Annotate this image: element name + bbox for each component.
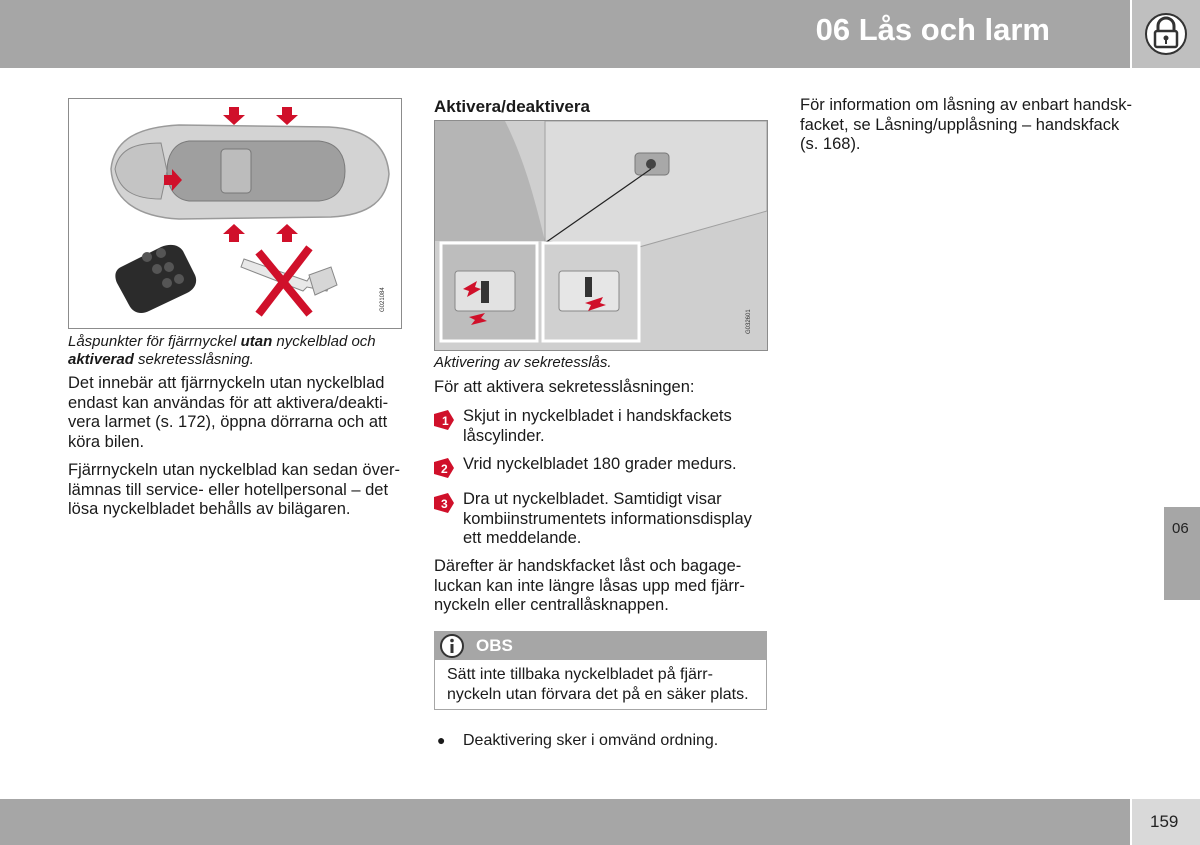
- red-arrow-icon: [223, 224, 245, 242]
- footer-bar: [0, 799, 1130, 845]
- chapter-side-tab: [1164, 507, 1200, 600]
- caption-part: nyckelblad och: [272, 333, 376, 350]
- section-heading: Aktivera/deaktivera: [434, 97, 590, 116]
- red-arrow-icon: [276, 107, 298, 125]
- red-arrow-icon: [223, 107, 245, 125]
- obs-note-header: [435, 632, 766, 660]
- steps-intro: För att aktivera sekretesslåsningen:: [434, 378, 695, 396]
- chapter-title: 06 Lås och larm: [815, 12, 1050, 47]
- page-number: 159: [1150, 812, 1179, 831]
- red-arrow-icon: [276, 224, 298, 242]
- lock-cylinder-icon: [646, 159, 656, 169]
- caption-part: sekretesslåsning.: [133, 351, 254, 368]
- figure-caption: Aktivering av sekretesslås.: [434, 354, 612, 371]
- glovebox-illustration: [435, 121, 767, 350]
- figure-code: G021084: [380, 287, 386, 312]
- bullet-text: Deaktivering sker i omvänd ordning.: [463, 732, 719, 749]
- glovebox-lock-figure: [434, 120, 768, 351]
- figure-code: G032601: [746, 309, 752, 334]
- step-1-badge-icon: [434, 410, 454, 430]
- cross-reference-paragraph: För information om låsning av enbart handsk- facket, se Låsning/upplåsning – handskfack (s. 168).: [800, 96, 1132, 153]
- figure-caption: [68, 333, 408, 369]
- bullet-dot-icon: ●: [437, 732, 446, 748]
- caption-part: Låspunkter för fjärrnyckel: [68, 333, 241, 350]
- caption-part-bold: aktiverad: [68, 351, 134, 368]
- step-text: Dra ut nyckelbladet. Samtidigt visar kombiinstrumentets informationsdisplay ett meddelande.: [463, 490, 752, 547]
- car-lock-points-figure: [68, 98, 402, 329]
- body-paragraph: Det innebär att fjärrnyckeln utan nyckelblad endast kan användas för att aktivera/deakti- vera larmet (s. 172), öppna dörrarna och att köra bilen.: [68, 374, 389, 451]
- info-icon: [439, 633, 465, 659]
- step-2-badge-icon: [434, 458, 454, 478]
- body-paragraph: Därefter är handskfacket låst och bagage- luckan kan inte längre låsas upp med fjärr- nyckeln eller centrallåsknappen.: [434, 557, 745, 614]
- body-paragraph: Fjärrnyckeln utan nyckelblad kan sedan över- lämnas till service- eller hotellpersonal – det lösa nyckelbladet behålls av bilägaren.: [68, 461, 401, 518]
- obs-note-box: [434, 631, 767, 710]
- svg-text:1: 1: [442, 414, 449, 428]
- side-tab-label: 06: [1172, 520, 1189, 537]
- chapter-icon-box: [1132, 0, 1200, 68]
- obs-note-text: Sätt inte tillbaka nyckelbladet på fjärr- nyckeln utan förvara det på en säker plats.: [447, 666, 749, 703]
- step-3-badge-icon: [434, 493, 454, 513]
- step-text: Vrid nyckelbladet 180 grader medurs.: [463, 455, 737, 473]
- car-illustration: [69, 99, 401, 328]
- padlock-icon: [1142, 12, 1190, 56]
- obs-note-label: OBS: [476, 636, 513, 655]
- caption-part-bold: utan: [240, 333, 273, 350]
- svg-text:3: 3: [441, 497, 448, 511]
- car-sunroof: [221, 149, 251, 193]
- car-roof: [167, 141, 345, 201]
- step-text: Skjut in nyckelbladet i handskfackets låscylinder.: [463, 407, 732, 445]
- remote-key-icon: [115, 245, 196, 313]
- header-bar: [0, 0, 1130, 68]
- svg-text:2: 2: [441, 462, 448, 476]
- bullet-item: [437, 732, 719, 750]
